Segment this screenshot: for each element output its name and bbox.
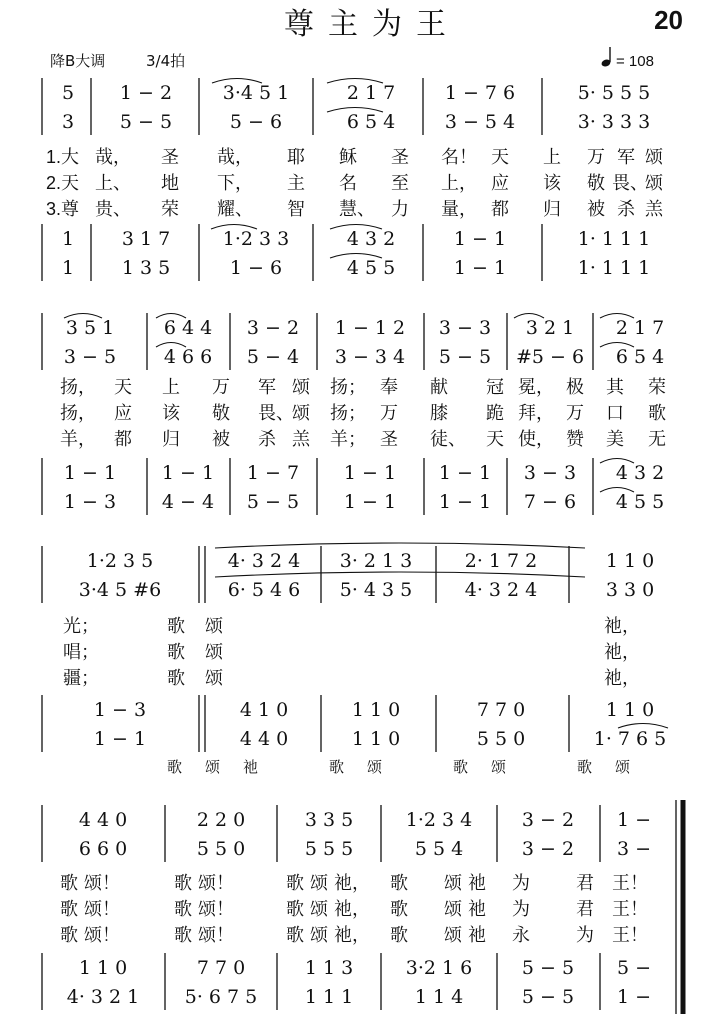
system-3 bbox=[42, 543, 668, 776]
soprano-row bbox=[62, 82, 650, 104]
lyric-syllable: 应 bbox=[491, 173, 509, 193]
lyric-syllable: 祂， bbox=[604, 616, 640, 636]
lyric-syllable: 献 bbox=[430, 377, 448, 397]
note-group: 3 3 0 bbox=[605, 579, 655, 601]
note-group: 2· 1 7 2 bbox=[464, 550, 538, 572]
tenor-row bbox=[62, 228, 650, 250]
note-group: 3 − 5 bbox=[63, 346, 117, 368]
lyric-syllable: 羔 bbox=[292, 429, 310, 449]
note-group: 6 6 0 bbox=[78, 838, 128, 860]
lyric-syllable: 万 bbox=[212, 377, 230, 397]
note-group: 1· 1 1 1 bbox=[577, 257, 651, 279]
lyric-syllable: 量， bbox=[441, 199, 477, 219]
lyric-syllable: 歌 bbox=[167, 616, 185, 636]
lyric-syllable: 该 bbox=[543, 173, 561, 193]
lyric-syllable: 歌 bbox=[174, 925, 192, 945]
bass-row bbox=[67, 986, 651, 1008]
lyric-syllable: 无 bbox=[648, 429, 666, 449]
lyric-syllable: 君 bbox=[576, 899, 594, 919]
lyric-syllable: 为 bbox=[512, 873, 530, 893]
lyric-syllable: 歌 bbox=[60, 873, 78, 893]
lyric-syllable: 圣 bbox=[380, 429, 398, 449]
verse-2-lyrics bbox=[60, 899, 648, 919]
lyric-syllable: 羊； bbox=[330, 429, 366, 449]
lyric-syllable: 耶 bbox=[287, 147, 305, 167]
note-group: 5 5 5 bbox=[304, 838, 354, 860]
note-group: 5 5 0 bbox=[196, 838, 246, 860]
lyric-syllable: 颂！ bbox=[84, 873, 120, 893]
note-group: 1 − 1 bbox=[343, 462, 397, 484]
lyric-syllable: 膝 bbox=[430, 403, 448, 423]
note-group: 1 − bbox=[616, 809, 652, 831]
note-group: 4 5 5 bbox=[615, 491, 665, 513]
lyric-syllable: 扬； bbox=[330, 403, 366, 423]
note-group: 4· 3 2 4 bbox=[464, 579, 538, 601]
note-group: 4· 3 2 4 bbox=[227, 550, 301, 572]
lyric-syllable: 军 bbox=[258, 377, 276, 397]
lyric-syllable: 哉， bbox=[95, 147, 131, 167]
note-group: 1 − 7 6 bbox=[444, 82, 516, 104]
soprano-row bbox=[66, 317, 664, 339]
bass-word: 颂 bbox=[367, 759, 383, 776]
lyric-syllable: 祂 bbox=[468, 899, 486, 919]
note-group: 5 5 4 bbox=[414, 838, 464, 860]
lyric-syllable: 天 bbox=[114, 377, 132, 397]
note-group: 5 − 5 bbox=[521, 957, 575, 979]
lyric-syllable: 拜， bbox=[518, 403, 554, 423]
lyric-syllable: 军 bbox=[617, 147, 635, 167]
bass-word: 歌 bbox=[329, 759, 345, 776]
lyric-syllable: 智 bbox=[287, 199, 305, 219]
note-group: 3 − 3 bbox=[438, 317, 492, 339]
note-group: 3·4 5 #6 bbox=[78, 579, 162, 601]
note-group: 5 − 4 bbox=[246, 346, 300, 368]
lyric-syllable: 永 bbox=[512, 925, 530, 945]
note-group: 1 − 1 bbox=[453, 228, 507, 250]
lyric-syllable: 1.大 bbox=[46, 147, 80, 167]
lyric-syllable: 颂！ bbox=[198, 899, 234, 919]
note-group: 1·2 3 3 bbox=[222, 228, 290, 250]
note-group: 5· 4 3 5 bbox=[339, 579, 413, 601]
lyric-syllable: 归 bbox=[543, 199, 561, 219]
note-group: 1 1 0 bbox=[351, 728, 401, 750]
lyric-syllable: 颂 bbox=[444, 873, 462, 893]
bass-part-words bbox=[167, 759, 630, 776]
note-group: 1 1 4 bbox=[414, 986, 464, 1008]
bass-row bbox=[94, 728, 666, 750]
note-group: 5· 5 5 5 bbox=[577, 82, 651, 104]
note-group: 5 − bbox=[616, 957, 652, 979]
lyric-syllable: 祂， bbox=[334, 899, 370, 919]
bass-row bbox=[62, 257, 650, 279]
note-group: 1· 1 1 1 bbox=[577, 228, 651, 250]
lyric-syllable: 稣 bbox=[339, 147, 357, 167]
note-group: 1 − 2 bbox=[119, 82, 173, 104]
lyric-syllable: 上、 bbox=[95, 173, 131, 193]
alto-row bbox=[79, 579, 654, 601]
lyric-syllable: 敬 bbox=[587, 173, 605, 193]
verse-3-lyrics bbox=[46, 199, 664, 219]
lyric-syllable: 唱； bbox=[63, 642, 99, 662]
note-group: 1 − 7 bbox=[246, 462, 300, 484]
note-group: 1 bbox=[61, 257, 75, 279]
lyric-syllable: 圣 bbox=[161, 147, 179, 167]
lyric-syllable: 颂 bbox=[444, 925, 462, 945]
lyric-syllable: 祂， bbox=[604, 642, 640, 662]
lyric-syllable: 该 bbox=[162, 403, 180, 423]
system-4 bbox=[42, 800, 683, 1014]
note-group: 1 1 0 bbox=[78, 957, 128, 979]
lyric-syllable: 王！ bbox=[612, 899, 648, 919]
note-group: 1 bbox=[61, 228, 75, 250]
lyric-syllable: 颂！ bbox=[84, 899, 120, 919]
note-group: 1 1 3 bbox=[304, 957, 354, 979]
verse-3-lyrics bbox=[63, 668, 640, 688]
note-group: 4 3 2 bbox=[615, 462, 665, 484]
lyric-syllable: 万 bbox=[380, 403, 398, 423]
note-group: 1 − 1 bbox=[161, 462, 215, 484]
lyric-syllable: 被 bbox=[587, 199, 605, 219]
note-group: 1 1 0 bbox=[351, 699, 401, 721]
lyric-syllable: 祂 bbox=[468, 873, 486, 893]
lyric-syllable: 祂 bbox=[468, 925, 486, 945]
note-group: 4 − 4 bbox=[161, 491, 215, 513]
note-group: 3 − 2 bbox=[521, 809, 575, 831]
lyric-syllable: 3.尊 bbox=[46, 199, 80, 219]
time-signature: 3/4拍 bbox=[146, 52, 186, 70]
note-group: 1 1 1 bbox=[304, 986, 354, 1008]
lyric-syllable: 王！ bbox=[612, 925, 648, 945]
note-group: 7 7 0 bbox=[476, 699, 526, 721]
verse-1-lyrics bbox=[63, 616, 640, 636]
lyric-syllable: 万 bbox=[566, 403, 584, 423]
note-group: 3·2 1 6 bbox=[405, 957, 473, 979]
lyric-syllable: 畏、 bbox=[612, 173, 648, 193]
lyric-syllable: 名 bbox=[339, 173, 357, 193]
lyric-syllable: 奉 bbox=[380, 377, 398, 397]
note-group: 1·2 3 4 bbox=[405, 809, 473, 831]
lyric-syllable: 至 bbox=[391, 173, 409, 193]
note-group: 3·4 5 1 bbox=[222, 82, 290, 104]
lyric-syllable: 冕， bbox=[518, 377, 554, 397]
note-group: 1 1 0 bbox=[605, 550, 655, 572]
bass-word: 歌 bbox=[167, 759, 183, 776]
tenor-row bbox=[64, 462, 664, 484]
lyric-syllable: 颂 bbox=[310, 925, 328, 945]
note-group: 6 5 4 bbox=[346, 111, 396, 133]
lyric-syllable: 歌 bbox=[60, 925, 78, 945]
lyric-syllable: 歌 bbox=[286, 873, 304, 893]
lyric-verses bbox=[46, 147, 664, 219]
note-group: 3 − 2 bbox=[521, 838, 575, 860]
note-group: 4 4 0 bbox=[78, 809, 128, 831]
lyric-syllable: 其 bbox=[606, 377, 624, 397]
lyric-syllable: 杀 bbox=[617, 199, 635, 219]
verse-3-lyrics bbox=[60, 429, 666, 449]
lyric-syllable: 歌 bbox=[167, 668, 185, 688]
lyric-syllable: 歌 bbox=[174, 873, 192, 893]
lyric-syllable: 王！ bbox=[612, 873, 648, 893]
lyric-syllable: 天 bbox=[491, 147, 509, 167]
note-group: 6· 5 4 6 bbox=[227, 579, 301, 601]
lyric-syllable: 口 bbox=[606, 403, 624, 423]
bass-word: 颂 bbox=[491, 759, 507, 776]
lyric-syllable: 天 bbox=[486, 429, 504, 449]
lyric-syllable: 冠 bbox=[486, 377, 504, 397]
bass-word: 祂 bbox=[243, 759, 259, 776]
lyric-syllable: 万 bbox=[587, 147, 605, 167]
lyric-syllable: 颂 bbox=[292, 377, 310, 397]
note-group: 1 3 5 bbox=[121, 257, 171, 279]
lyric-syllable: 徒、 bbox=[430, 429, 466, 449]
lyric-syllable: 颂 bbox=[310, 899, 328, 919]
lyric-syllable: 为 bbox=[512, 899, 530, 919]
lyric-syllable: 颂 bbox=[205, 616, 223, 636]
note-group: 6 4 4 bbox=[163, 317, 213, 339]
lyric-syllable: 贵、 bbox=[95, 199, 131, 219]
quarter-note-icon bbox=[601, 47, 612, 68]
key-signature: 降B大调 bbox=[50, 52, 106, 70]
note-group: 5 − 6 bbox=[229, 111, 283, 133]
note-group: 1 − 1 bbox=[438, 491, 492, 513]
note-group: 1 − 1 bbox=[93, 728, 147, 750]
note-group: 4· 3 2 1 bbox=[66, 986, 140, 1008]
note-group: 7 − 6 bbox=[523, 491, 577, 513]
lyric-syllable: 歌 bbox=[286, 899, 304, 919]
verse-2-lyrics bbox=[60, 402, 666, 423]
note-group: 1 − 1 bbox=[453, 257, 507, 279]
lyric-syllable: 歌 bbox=[648, 403, 666, 423]
lyric-syllable: 下， bbox=[217, 173, 253, 193]
note-group: 5 − 5 bbox=[438, 346, 492, 368]
note-group: 4 3 2 bbox=[346, 228, 396, 250]
lyric-syllable: 主 bbox=[287, 173, 305, 193]
note-group: 3 − 5 4 bbox=[444, 111, 516, 133]
system-1 bbox=[42, 78, 664, 281]
lyric-syllable: 颂 bbox=[205, 642, 223, 662]
alto-row bbox=[62, 111, 650, 133]
note-group: 2 1 7 bbox=[615, 317, 665, 339]
lyric-syllable: 祂， bbox=[334, 873, 370, 893]
lyric-syllable: 2.天 bbox=[46, 173, 80, 193]
lyric-syllable: 君 bbox=[576, 873, 594, 893]
lyric-syllable: 扬， bbox=[60, 377, 96, 397]
lyric-syllable: 扬； bbox=[330, 377, 366, 397]
verse-2-lyrics bbox=[63, 642, 640, 662]
note-group: 4 4 0 bbox=[239, 728, 289, 750]
lyric-syllable: 疆； bbox=[63, 668, 99, 688]
lyric-syllable: 祂， bbox=[334, 925, 370, 945]
lyric-syllable: 光； bbox=[63, 616, 99, 636]
lyric-syllable: 歌 bbox=[390, 899, 408, 919]
note-group: 7 7 0 bbox=[196, 957, 246, 979]
lyric-syllable: 歌 bbox=[390, 925, 408, 945]
slur bbox=[215, 572, 585, 577]
score-header bbox=[50, 5, 683, 70]
note-group: 1 − bbox=[616, 986, 652, 1008]
lyric-syllable: 哉， bbox=[217, 147, 253, 167]
note-group: 5 bbox=[61, 82, 75, 104]
note-group: 4 5 5 bbox=[346, 257, 396, 279]
note-group: 1·2 3 5 bbox=[86, 550, 154, 572]
tenor-row bbox=[94, 699, 654, 721]
lyric-syllable: 归 bbox=[162, 429, 180, 449]
note-group: 4 1 0 bbox=[239, 699, 289, 721]
verse-2-lyrics bbox=[46, 173, 664, 193]
alto-row bbox=[64, 346, 664, 368]
note-group: 3· 3 3 3 bbox=[577, 111, 651, 133]
lyric-syllable: 杀 bbox=[258, 429, 276, 449]
lyric-syllable: 歌 bbox=[174, 899, 192, 919]
note-group: 3 3 5 bbox=[304, 809, 354, 831]
bass-word: 歌 bbox=[453, 759, 469, 776]
lyric-syllable: 跪 bbox=[486, 403, 504, 423]
note-group: 2 2 0 bbox=[196, 809, 246, 831]
lyric-syllable: 颂 bbox=[310, 873, 328, 893]
note-group: 1· 7 6 5 bbox=[593, 728, 667, 750]
note-group: 1 − 1 bbox=[343, 491, 397, 513]
lyric-syllable: 羊， bbox=[60, 429, 96, 449]
lyric-syllable: 颂 bbox=[645, 147, 663, 167]
note-group: 1 1 0 bbox=[605, 699, 655, 721]
note-group: 3· 2 1 3 bbox=[339, 550, 413, 572]
note-group: 3 − 2 bbox=[246, 317, 300, 339]
verse-1-lyrics bbox=[60, 376, 666, 397]
note-group: 3 bbox=[61, 111, 75, 133]
tempo-marking: = 108 bbox=[616, 53, 654, 70]
note-group: 1 − 1 bbox=[438, 462, 492, 484]
lyric-syllable: 上 bbox=[543, 147, 561, 167]
note-group: 1 − 6 bbox=[229, 257, 283, 279]
bass-word: 歌 bbox=[577, 759, 593, 776]
note-group: 1 − 3 bbox=[93, 699, 147, 721]
hymn-number: 20 bbox=[654, 5, 683, 35]
barlines bbox=[42, 546, 569, 752]
lyric-syllable: 地 bbox=[161, 173, 179, 193]
note-group: 3 2 1 bbox=[525, 317, 575, 339]
note-group: 5 − 5 bbox=[119, 111, 173, 133]
lyric-syllable: 被 bbox=[212, 429, 230, 449]
lyric-syllable: 上 bbox=[162, 377, 180, 397]
final-barline bbox=[676, 800, 683, 1014]
lyric-syllable: 颂！ bbox=[198, 925, 234, 945]
lyric-syllable: 颂 bbox=[444, 899, 462, 919]
lyric-syllable: 圣 bbox=[391, 147, 409, 167]
lyric-verses bbox=[63, 616, 640, 688]
lyric-syllable: 慧、 bbox=[339, 199, 375, 219]
lyric-syllable: 为 bbox=[576, 925, 594, 945]
verse-1-lyrics bbox=[46, 147, 664, 167]
lyric-syllable: 都 bbox=[491, 199, 509, 219]
lyric-syllable: 羔 bbox=[645, 199, 663, 219]
lyric-syllable: 赞 bbox=[566, 429, 584, 449]
lyric-syllable: 力 bbox=[391, 199, 409, 219]
note-group: 1 − 3 bbox=[63, 491, 117, 513]
lyric-syllable: 上， bbox=[441, 173, 477, 193]
lyric-verses bbox=[60, 376, 666, 449]
note-group: 3 − 3 bbox=[523, 462, 577, 484]
lyric-syllable: 荣 bbox=[161, 199, 179, 219]
note-group: 6 5 4 bbox=[615, 346, 665, 368]
note-group: 3 1 7 bbox=[121, 228, 171, 250]
lyric-syllable: 祂， bbox=[604, 668, 640, 688]
slur bbox=[215, 543, 585, 548]
note-group: 5 − 5 bbox=[246, 491, 300, 513]
lyric-syllable: 敬 bbox=[212, 403, 230, 423]
verse-1-lyrics bbox=[60, 873, 648, 893]
lyric-verses bbox=[60, 873, 648, 945]
lyric-syllable: 荣 bbox=[648, 377, 666, 397]
bass-row bbox=[64, 491, 664, 513]
lyric-syllable: 歌 bbox=[60, 899, 78, 919]
lyric-syllable: 扬， bbox=[60, 403, 96, 423]
lyric-syllable: 应 bbox=[114, 403, 132, 423]
lyric-syllable: 都 bbox=[114, 429, 132, 449]
lyric-syllable: 极 bbox=[566, 377, 584, 397]
bass-word: 颂 bbox=[205, 759, 221, 776]
note-group: 5 − 5 bbox=[521, 986, 575, 1008]
bass-word: 颂 bbox=[615, 759, 631, 776]
note-group: 5 5 0 bbox=[476, 728, 526, 750]
lyric-syllable: 颂 bbox=[645, 173, 663, 193]
lyric-syllable: 颂 bbox=[292, 403, 310, 423]
note-group: 3 − bbox=[616, 838, 652, 860]
note-group: 2 1 7 bbox=[346, 82, 396, 104]
lyric-syllable: 歌 bbox=[390, 873, 408, 893]
system-2 bbox=[42, 313, 666, 515]
note-group: 1 − 1 bbox=[63, 462, 117, 484]
lyric-syllable: 使， bbox=[518, 429, 554, 449]
lyric-syllable: 畏、 bbox=[258, 403, 294, 423]
note-group: 3 5 1 bbox=[65, 317, 115, 339]
lyric-syllable: 美 bbox=[606, 429, 624, 449]
lyric-syllable: 歌 bbox=[167, 642, 185, 662]
note-group: #5 − 6 bbox=[515, 346, 585, 368]
note-group: 3 − 3 4 bbox=[334, 346, 406, 368]
lyric-syllable: 歌 bbox=[286, 925, 304, 945]
note-group: 1 − 1 2 bbox=[334, 317, 406, 339]
note-group: 4 6 6 bbox=[163, 346, 213, 368]
verse-3-lyrics bbox=[60, 925, 648, 945]
lyric-syllable: 名！ bbox=[441, 147, 477, 167]
hymn-title: 尊主为王 bbox=[284, 7, 460, 42]
lyric-syllable: 颂！ bbox=[198, 873, 234, 893]
lyric-syllable: 颂 bbox=[205, 668, 223, 688]
note-group: 5· 6 7 5 bbox=[184, 986, 258, 1008]
lyric-syllable: 耀、 bbox=[217, 199, 253, 219]
lyric-syllable: 颂！ bbox=[84, 925, 120, 945]
